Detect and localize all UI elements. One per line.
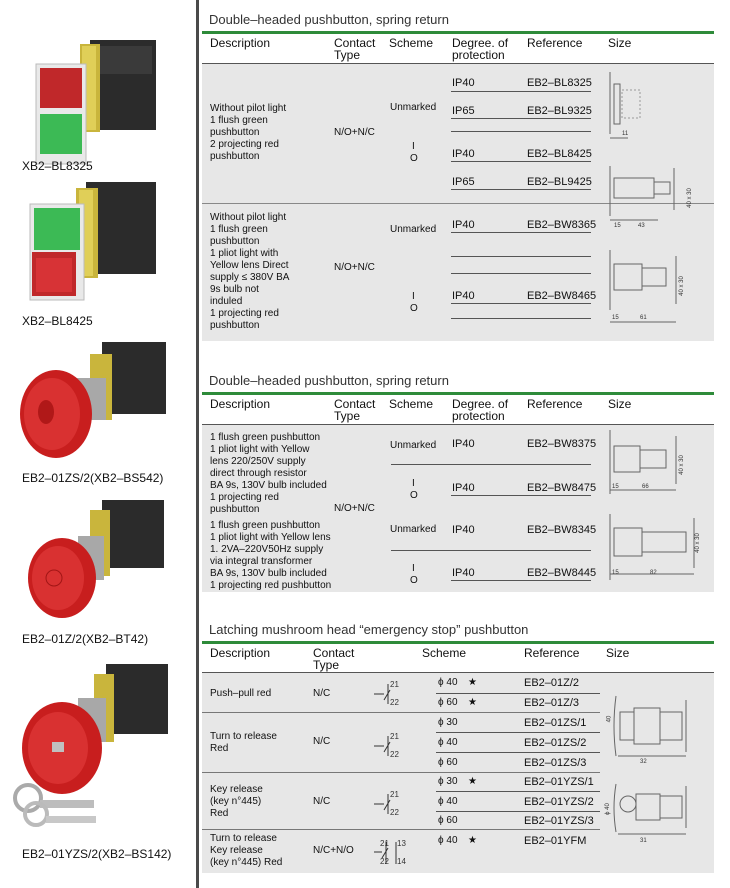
reference-cell: EB2–01ZS/1: [524, 717, 587, 729]
scheme-value: ϕ 30: [438, 717, 458, 728]
scheme-value: ϕ 40: [438, 796, 458, 807]
scheme-label: I: [412, 478, 415, 489]
description-line: 1. 2VA–220V50Hz supply: [210, 544, 324, 555]
description-line: 1 pliot light with: [210, 248, 279, 259]
reference-cell: EB2–BL8325: [527, 77, 592, 89]
row-underline: [436, 811, 600, 812]
row-underline: [436, 732, 600, 733]
col-description: Description: [210, 646, 271, 660]
reference-cell: EB2–01YZS/3: [524, 815, 594, 827]
scheme-label: I: [412, 141, 415, 152]
product-caption: EB2–01YZS/2(XB2–BS142): [22, 847, 172, 861]
contact-number: 22: [390, 750, 399, 759]
scheme-value: ϕ 30: [438, 776, 458, 787]
row-underline: [451, 232, 591, 233]
reference-cell: EB2–01Z/3: [524, 697, 580, 709]
description-line: Key release: [210, 784, 263, 795]
dimension-label: 15: [612, 484, 619, 490]
col-degree: Degree. of: [452, 397, 509, 411]
description-line: BA 9s, 130V bulb included: [210, 568, 327, 579]
scheme-value: ϕ 40: [438, 737, 458, 748]
row-divider: [202, 829, 600, 830]
star-mark: ★: [468, 677, 477, 688]
row-divider: [202, 712, 600, 713]
description-line: 2 projecting red: [210, 139, 279, 150]
row-underline: [391, 464, 591, 465]
description-line: Push–pull red: [210, 688, 272, 699]
col-contact: Contact: [313, 646, 355, 660]
size-drawing: [606, 686, 710, 856]
reference-cell: EB2–BL9425: [527, 176, 592, 188]
row-underline: [451, 118, 591, 119]
description-line: pushbutton: [210, 127, 260, 138]
description-line: 1 pliot light with Yellow lens: [210, 532, 331, 543]
description-line: 1 projecting red: [210, 492, 279, 503]
row-underline: [436, 791, 600, 792]
product-caption: XB2–BL8325: [22, 159, 93, 173]
dimension-label: 32: [640, 759, 647, 765]
col-size: Size: [608, 397, 632, 411]
reference-cell: EB2–01Z/2: [524, 677, 580, 689]
degree-cell: IP40: [452, 148, 475, 160]
col-scheme: Scheme: [389, 397, 434, 411]
nc-no-contact-symbol: [372, 838, 412, 868]
description-line: (key n°445) Red: [210, 857, 283, 868]
contact-number: 22: [390, 698, 399, 707]
description-line: 1 pliot light with Yellow: [210, 444, 310, 455]
scheme-label: O: [410, 303, 418, 314]
section-title: Double–headed pushbutton, spring return: [209, 373, 449, 388]
dimension-label: 61: [640, 315, 647, 321]
description-line: Turn to release: [210, 731, 277, 742]
col-reference: Reference: [524, 646, 580, 660]
scheme-label: Unmarked: [390, 224, 437, 235]
contact-number: 22: [390, 808, 399, 817]
row-underline: [451, 318, 591, 319]
contact-number: 14: [397, 857, 406, 866]
description-line: Key release: [210, 845, 263, 856]
scheme-label: I: [412, 563, 415, 574]
row-divider: [202, 772, 600, 773]
contact-type: N/O+N/C: [334, 503, 375, 514]
col-reference: Reference: [527, 36, 583, 50]
description-line: lens 220/250V supply: [210, 456, 306, 467]
star-mark: ★: [468, 697, 477, 708]
description-line: 1 projecting red: [210, 308, 279, 319]
degree-cell: IP65: [452, 176, 475, 188]
dimension-label: 40 x 30: [678, 276, 685, 296]
degree-cell: IP40: [452, 438, 475, 450]
product-caption: EB2–01ZS/2(XB2–BS542): [22, 471, 164, 485]
dimension-label: 43: [638, 223, 645, 229]
dimension-label: 40 x 30: [686, 188, 693, 208]
dimension-label: 82: [650, 570, 657, 576]
degree-cell: IP40: [452, 290, 475, 302]
dimension-label: ϕ 40: [604, 803, 611, 815]
reference-cell: EB2–01YZS/2: [524, 796, 594, 808]
dimension-label: 11: [622, 131, 629, 137]
col-degree: protection: [452, 409, 505, 423]
description-line: (key n°445): [210, 796, 262, 807]
section-rule: [202, 392, 714, 395]
dimension-label: 66: [642, 484, 649, 490]
description-line: Without pilot light: [210, 212, 287, 223]
degree-cell: IP40: [452, 77, 475, 89]
contact-number: 22: [380, 857, 389, 866]
scheme-label: I: [412, 291, 415, 302]
contact-type: N/C: [313, 736, 331, 747]
reference-cell: EB2–01YZS/1: [524, 776, 594, 788]
row-underline: [451, 91, 591, 92]
dimension-label: 15: [612, 570, 619, 576]
product-photo-eb2-01yzs: [6, 658, 176, 838]
section-rule: [202, 31, 714, 34]
reference-cell: EB2–BW8445: [527, 567, 597, 579]
col-contact: Contact: [334, 397, 376, 411]
section-rule: [202, 641, 714, 644]
contact-type: N/C+N/O: [313, 845, 354, 856]
description-line: 1 flush green: [210, 115, 268, 126]
scheme-value: ϕ 60: [438, 757, 458, 768]
row-underline: [451, 131, 591, 132]
contact-type: N/C: [313, 796, 331, 807]
description-line: Yellow lens Direct: [210, 260, 289, 271]
reference-cell: EB2–BL9325: [527, 105, 592, 117]
scheme-label: Unmarked: [390, 440, 437, 451]
product-photo-xb2-bl8325: [30, 38, 160, 158]
dimension-label: 40 x 30: [678, 455, 685, 475]
dimension-label: 40 x 30: [694, 533, 701, 553]
description-line: direct through resistor: [210, 468, 307, 479]
description-line: BA 9s, 130V bulb included: [210, 480, 327, 491]
col-contact: Contact: [334, 36, 376, 50]
reference-cell: EB2–BW8365: [527, 219, 597, 231]
contact-number: 13: [397, 839, 406, 848]
col-size: Size: [608, 36, 632, 50]
reference-cell: EB2–BW8465: [527, 290, 597, 302]
col-size: Size: [606, 646, 630, 660]
description-line: 9s bulb not: [210, 284, 259, 295]
row-underline: [451, 495, 591, 496]
description-line: 1 flush green: [210, 224, 268, 235]
dimension-label: 15: [612, 315, 619, 321]
star-mark: ★: [468, 776, 477, 787]
degree-cell: IP40: [452, 219, 475, 231]
contact-type: N/O+N/C: [334, 262, 375, 273]
scheme-value: ϕ 60: [438, 697, 458, 708]
description-line: Turn to release: [210, 833, 277, 844]
scheme-label: O: [410, 490, 418, 501]
col-description: Description: [210, 397, 271, 411]
scheme-value: ϕ 60: [438, 815, 458, 826]
product-caption: XB2–BL8425: [22, 314, 93, 328]
reference-cell: EB2–BL8425: [527, 148, 592, 160]
column-divider: [196, 0, 199, 888]
row-underline: [436, 693, 600, 694]
row-underline: [451, 580, 591, 581]
degree-cell: IP40: [452, 567, 475, 579]
col-degree: protection: [452, 48, 505, 62]
scheme-label: O: [410, 575, 418, 586]
row-underline: [451, 256, 591, 257]
degree-cell: IP40: [452, 524, 475, 536]
col-reference: Reference: [527, 397, 583, 411]
product-photo-eb2-01zs: [12, 338, 172, 463]
description-line: induled: [210, 296, 243, 307]
description-line: 1 projecting red pushbutton: [210, 580, 332, 591]
dimension-label: 15: [614, 223, 621, 229]
description-line: Red: [210, 808, 229, 819]
description-line: pushbutton: [210, 504, 260, 515]
row-underline: [391, 550, 591, 551]
contact-number: 21: [380, 839, 389, 848]
description-line: 1 flush green pushbutton: [210, 432, 321, 443]
reference-cell: EB2–BW8345: [527, 524, 597, 536]
reference-cell: EB2–BW8375: [527, 438, 597, 450]
reference-cell: EB2–01ZS/3: [524, 757, 587, 769]
row-underline: [451, 273, 591, 274]
size-drawing: [608, 248, 708, 328]
scheme-label: O: [410, 153, 418, 164]
description-line: Without pilot light: [210, 103, 287, 114]
col-contact: Type: [313, 658, 340, 672]
section-title: Double–headed pushbutton, spring return: [209, 12, 449, 27]
dimension-label: 31: [640, 838, 647, 844]
product-photo-eb2-01z: [18, 498, 168, 623]
reference-cell: EB2–01YFM: [524, 835, 587, 847]
description-line: Red: [210, 743, 229, 754]
degree-cell: IP40: [452, 482, 475, 494]
size-drawing: [608, 428, 708, 588]
contact-type: N/O+N/C: [334, 127, 375, 138]
col-scheme: Scheme: [389, 36, 434, 50]
scheme-value: ϕ 40: [438, 677, 458, 688]
col-scheme: Scheme: [422, 646, 467, 660]
degree-cell: IP65: [452, 105, 475, 117]
description-line: via integral transformer: [210, 556, 313, 567]
description-line: pushbutton: [210, 151, 260, 162]
description-line: pushbutton: [210, 236, 260, 247]
contact-number: 21: [390, 790, 399, 799]
product-photo-xb2-bl8425: [24, 178, 164, 303]
col-description: Description: [210, 36, 271, 50]
section-title: Latching mushroom head “emergency stop” pushbutton: [209, 622, 529, 637]
scheme-value: ϕ 40: [438, 835, 458, 846]
description-line: pushbutton: [210, 320, 260, 331]
star-mark: ★: [468, 835, 477, 846]
reference-cell: EB2–01ZS/2: [524, 737, 587, 749]
row-underline: [451, 189, 591, 190]
row-underline: [451, 161, 591, 162]
col-contact: Type: [334, 48, 361, 62]
col-degree: Degree. of: [452, 36, 509, 50]
scheme-label: Unmarked: [390, 524, 437, 535]
reference-cell: EB2–BW8475: [527, 482, 597, 494]
description-line: 1 flush green pushbutton: [210, 520, 321, 531]
contact-type: N/C: [313, 688, 331, 699]
contact-number: 21: [390, 732, 399, 741]
product-caption: EB2–01Z/2(XB2–BT42): [22, 632, 149, 646]
description-line: supply ≤ 380V BA: [210, 272, 290, 283]
row-underline: [451, 303, 591, 304]
col-contact: Type: [334, 409, 361, 423]
scheme-label: Unmarked: [390, 102, 437, 113]
row-divider: [202, 203, 714, 204]
row-underline: [436, 752, 600, 753]
contact-number: 21: [390, 680, 399, 689]
dimension-label: 40: [606, 715, 613, 723]
